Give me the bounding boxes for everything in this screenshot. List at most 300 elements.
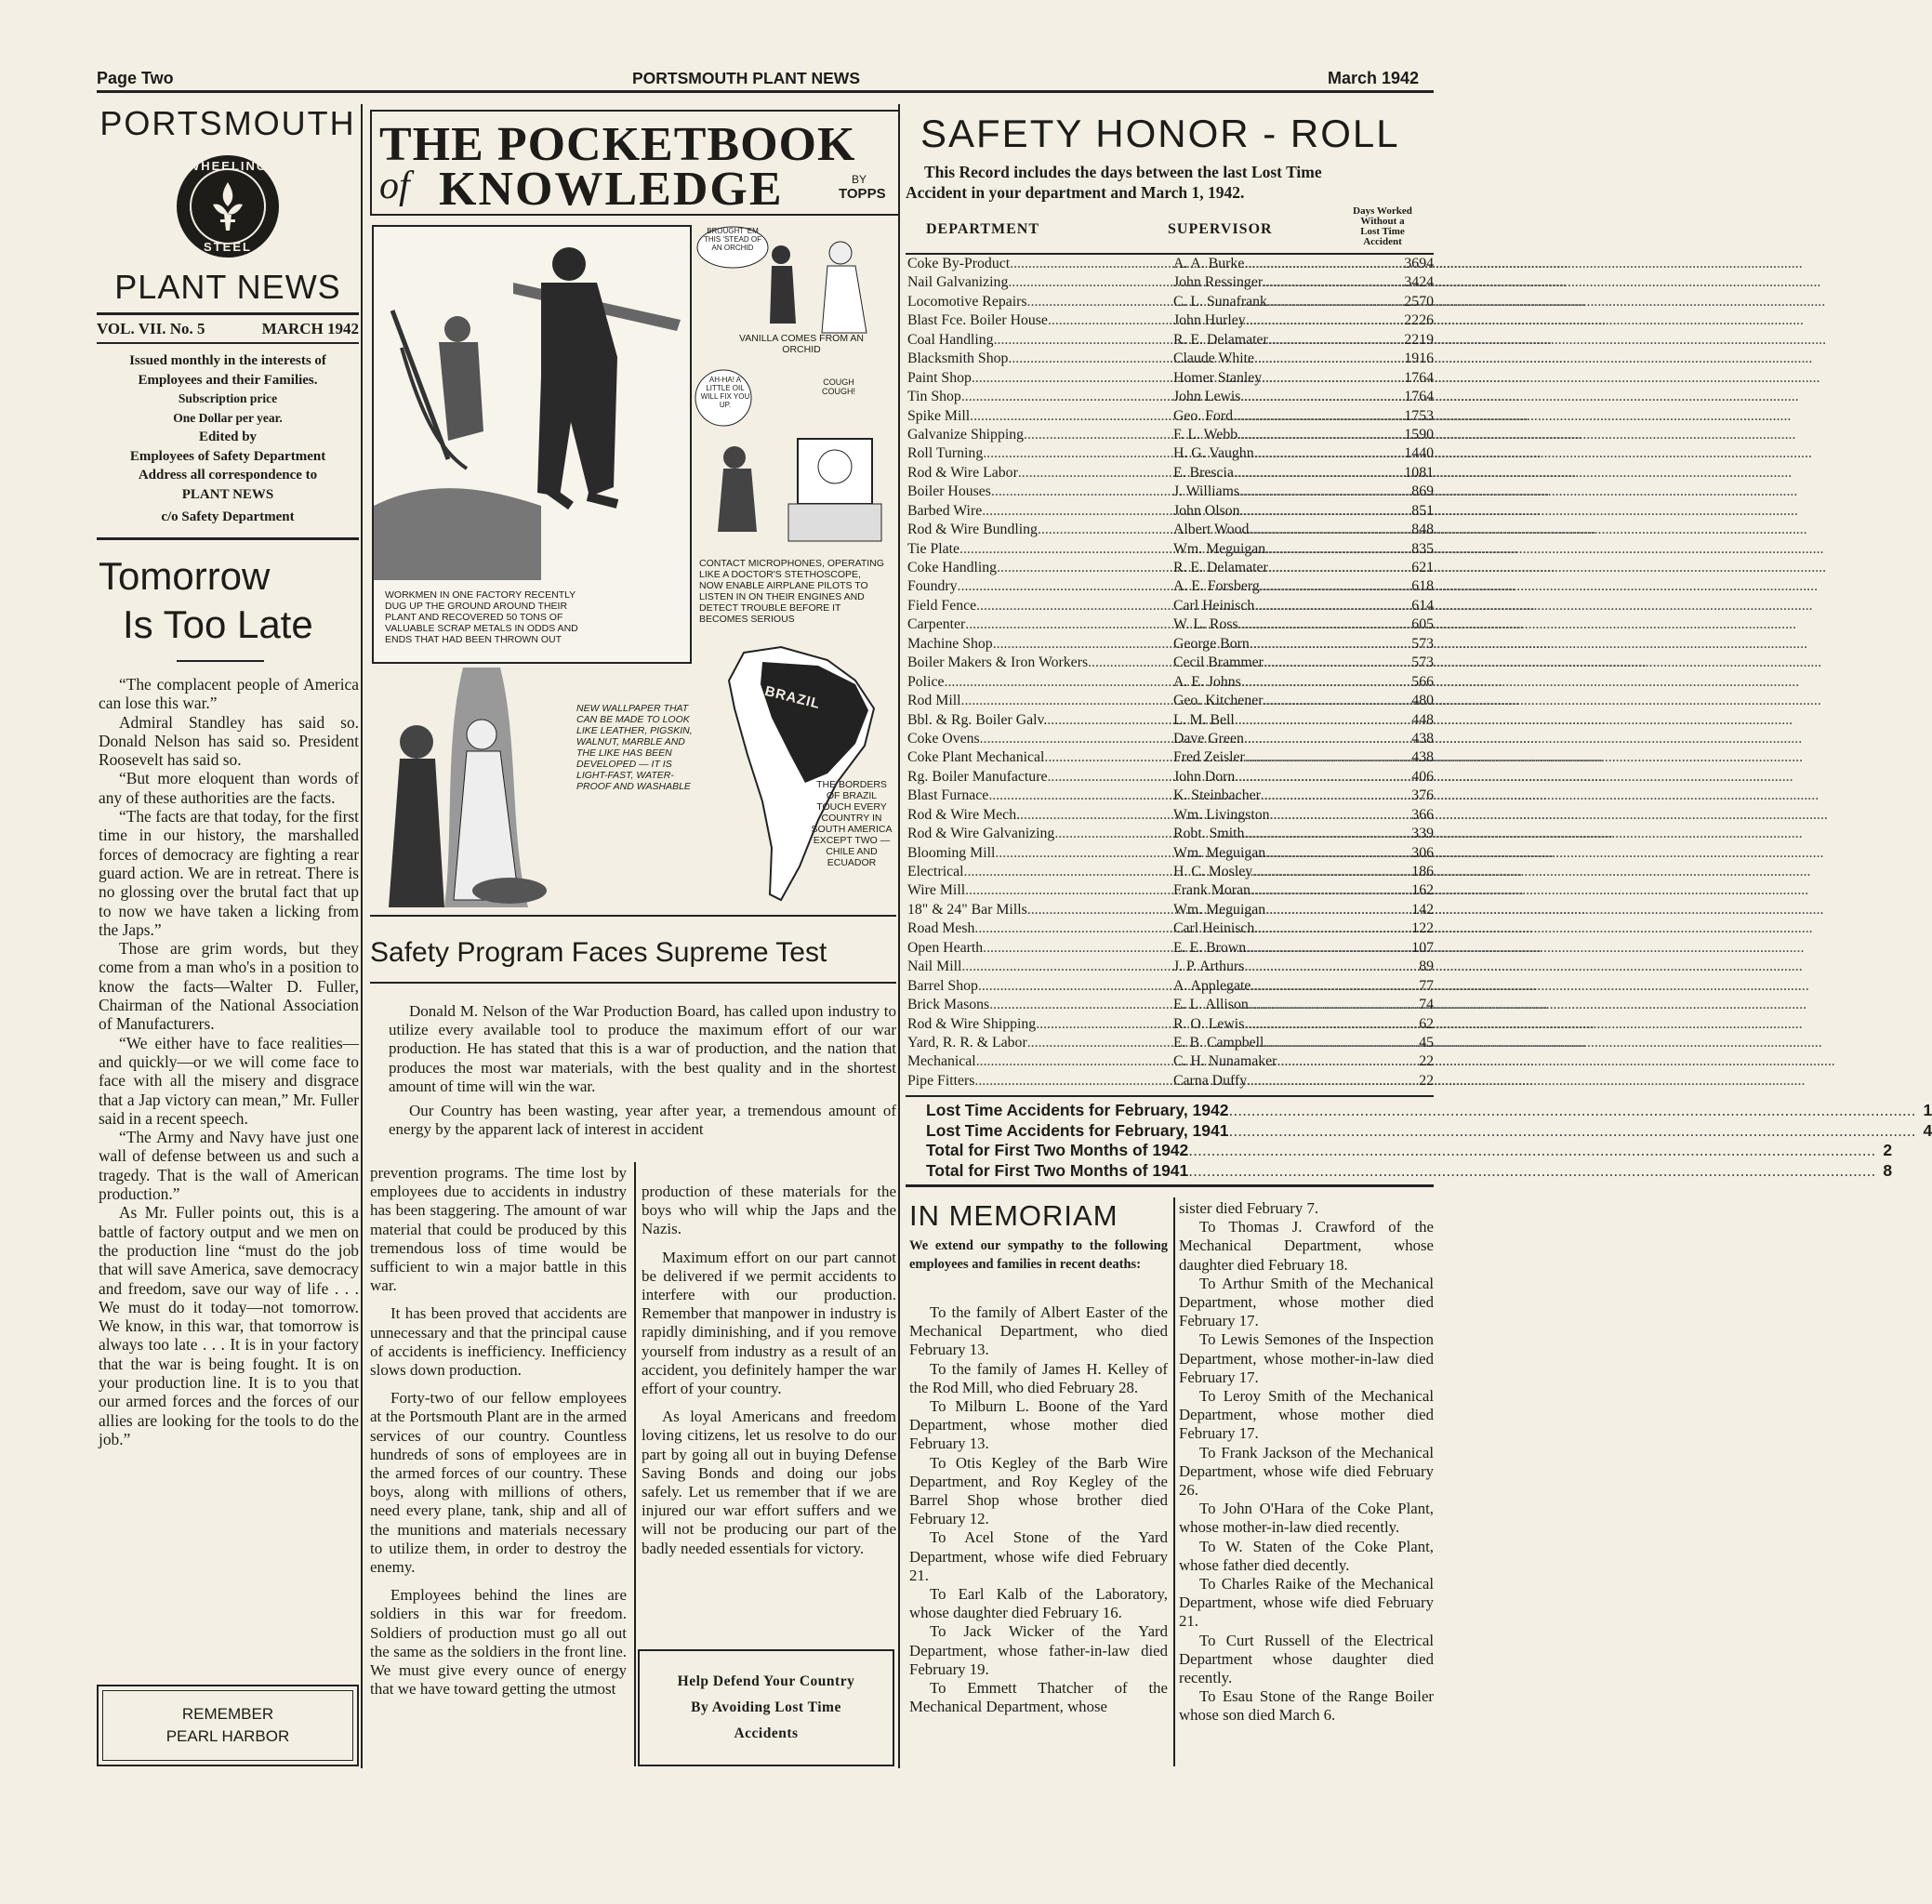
days-worked: 1916 (1404, 350, 1434, 367)
department-name: Brick Masons (907, 997, 990, 1013)
honor-roll-row (907, 293, 1434, 311)
supervisor-name: K. Steinbacher (1173, 787, 1261, 804)
memoriam-column-2 (1179, 1199, 1434, 1726)
total-label: Total for First Two Months of 1941 (926, 1160, 1189, 1180)
department-name: Mechanical (907, 1053, 976, 1070)
pearl-harbor-label: PEARL HARBOR (165, 1727, 290, 1745)
department-name: Coke Ovens (907, 730, 980, 747)
safety-paragraph: As loyal Americans and freedom loving citizens, let us resolve to do our part by going all out in buying Defense Saving Bonds and doing our jobs safely. Let us remember that if we are injured our war effort suffers and we will not be producing our part of the badly needed essentials for victory. (642, 1408, 896, 1557)
days-worked: 605 (1411, 616, 1434, 633)
masthead-rule-top (97, 312, 359, 315)
days-worked: 480 (1411, 693, 1434, 709)
honor-roll-row (907, 331, 1434, 350)
supervisor-name: C. L. Sunafrank (1173, 293, 1267, 310)
days-worked: 848 (1411, 522, 1434, 538)
cough-speech-bubble: COUGH COUGH! (822, 377, 855, 396)
days-header-line: Days Worked (1353, 205, 1412, 217)
department-name: Tin Shop (907, 389, 961, 405)
accident-total-row (926, 1120, 1932, 1142)
department-name: Yard, R. R. & Labor (907, 1034, 1027, 1051)
masthead-rule-bottom (97, 537, 359, 540)
box-line-3: Accidents (734, 1726, 799, 1741)
tomorrow-paragraph: Those are grim words, but they come from a man who's in a position to know the facts—Walter D. Fuller, Chairman of the National Association of Manufacturers. (99, 939, 359, 1034)
masthead-bottom: PLANT NEWS (114, 268, 341, 306)
honor-roll-row (907, 730, 1434, 748)
days-worked: 45 (1419, 1034, 1434, 1051)
workmen-illustration-icon (374, 227, 690, 580)
honor-roll-row (907, 787, 1434, 805)
masthead-info (97, 351, 359, 527)
days-worked: 2219 (1404, 331, 1434, 348)
supervisor-name: Albert Wood (1173, 522, 1250, 538)
department-name: Tie Plate (907, 540, 960, 557)
honor-roll-row (907, 426, 1434, 444)
department-name: Rod & Wire Galvanizing (907, 826, 1055, 842)
days-worked: 438 (1411, 730, 1434, 747)
days-worked: 1440 (1404, 445, 1434, 462)
vanilla-caption: VANILLA COMES FROM AN ORCHID (738, 333, 864, 355)
days-worked: 406 (1411, 768, 1434, 785)
honor-roll-row (907, 881, 1434, 900)
supervisor-name: George Born (1173, 635, 1250, 652)
supervisor-header: SUPERVISOR (1168, 221, 1273, 237)
supervisor-name: A. E. Johns (1173, 673, 1241, 690)
days-worked: 621 (1411, 560, 1434, 575)
honor-roll-row (907, 1034, 1434, 1052)
tomorrow-title-1: Tomorrow (99, 554, 271, 598)
memoriam-entry: To Leroy Smith of the Mechanical Department, whose mother died February 17. (1179, 1387, 1434, 1443)
days-worked: 851 (1411, 502, 1434, 519)
info-line: c/o Safety Department (161, 509, 295, 524)
department-name: Nail Mill (907, 959, 962, 975)
department-name: Blast Fce. Boiler House (907, 312, 1048, 329)
honor-roll-row (907, 692, 1434, 710)
supervisor-name: Frank Moran (1173, 882, 1251, 899)
totals-rule (906, 1095, 1434, 1097)
workmen-caption: WORKMEN IN ONE FACTORY RECENTLY DUG UP THE GROUND AROUND THEIR PLANT AND RECOVERED 50 TONS OF VALUABLE SCRAP METALS IN ODDS AND ENDS THAT HAD BEEN THROWN OUT (385, 589, 578, 645)
memoriam-entry: To Charles Raike of the Mechanical Department, whose wife died February 21. (1179, 1575, 1434, 1631)
info-line: Employees of Safety Department (129, 448, 326, 464)
memoriam-entry: To John O'Hara of the Coke Plant, whose mother-in-law died recently. (1179, 1500, 1434, 1537)
honor-roll-row (907, 483, 1434, 501)
department-name: Coal Handling (907, 331, 994, 348)
department-name: Spike Mill (907, 407, 971, 424)
days-worked: 339 (1411, 826, 1434, 842)
days-header-line: Lost Time (1360, 226, 1405, 237)
supervisor-name: Wm. Meguigan (1173, 901, 1266, 918)
supervisor-name: Dave Green (1173, 730, 1244, 747)
department-name: Open Hearth (907, 939, 984, 956)
tomorrow-title-2: Is Too Late (123, 602, 313, 646)
box-line-2: By Avoiding Lost Time (691, 1699, 841, 1715)
honor-roll-row (907, 521, 1434, 539)
honor-roll-row (907, 825, 1434, 843)
supervisor-name: Carl Heinisch (1173, 920, 1255, 937)
oil-speech-bubble: AH-HA! A LITTLE OIL WILL FIX YOU UP. (700, 376, 750, 409)
days-header-line: Accident (1363, 236, 1402, 247)
volume-number: VOL. VII. No. 5 (97, 320, 205, 337)
box-line-1: Help Defend Your Country (677, 1673, 855, 1689)
orchid-speech-bubble: BROUGHT 'EM THIS 'STEAD OF AN ORCHID (704, 227, 761, 252)
supervisor-name: Fred Zeisler (1173, 749, 1245, 766)
microphone-caption: CONTACT MICROPHONES, OPERATING LIKE A DOCTOR'S STETHOSCOPE, NOW ENABLE AIRPLANE PILOTS TO LISTEN IN ON THEIR ENGINES AND DETECT TROUBLE BEFORE IT BECOMES SERIOUS (699, 558, 884, 625)
safety-paragraph: Forty-two of our fellow employees at the Portsmouth Plant are in the armed services of our country. Countless hundreds of sons of employees are in the armed forces of our country. These boys, along with millions of others, need every plane, tank, ship and all of the munitions and materials necessary to utilize them, in order to destroy the enemy. (370, 1389, 627, 1577)
accident-totals (926, 1101, 1932, 1181)
supervisor-name: H. G. Vaughn (1173, 445, 1254, 462)
workmen-panel (372, 225, 692, 664)
department-name: Foundry (907, 578, 958, 595)
tomorrow-article (99, 675, 359, 1448)
honor-roll-table (907, 255, 1434, 1091)
pearl-harbor-box (97, 1685, 359, 1766)
memoriam-entry: To W. Staten of the Coke Plant, whose father died decently. (1179, 1537, 1434, 1574)
accident-total-row (926, 1101, 1932, 1121)
safety-paragraph: Maximum effort on our part cannot be delivered if we permit accidents to interfere with our production. Remember that manpower in industry is rapidly diminishing, and if you remove yourself from industry as a result of an accident, you definitely hamper the war effort of your country. (642, 1248, 896, 1398)
safety-paragraph: It has been proved that accidents are unnecessary and that the principal cause of accidents is inefficiency. Inefficiency slows down production. (370, 1304, 627, 1380)
memoriam-entry: To Thomas J. Crawford of the Mechanical Department, whose daughter died February 18. (1179, 1218, 1434, 1274)
honor-roll-row (907, 863, 1434, 881)
safety-title-rule (370, 982, 896, 984)
supervisor-name: Geo. Ford (1173, 407, 1234, 424)
department-name: Coke Plant Mechanical (907, 749, 1045, 766)
honor-roll-row (907, 464, 1434, 483)
days-worked: 2570 (1404, 293, 1434, 310)
supervisor-name: A. E. Forsberg (1173, 578, 1260, 595)
safety-program-column-2 (642, 1183, 896, 1558)
days-worked: 618 (1411, 578, 1434, 595)
days-worked: 186 (1411, 864, 1434, 879)
honor-roll-row (907, 559, 1434, 577)
logo-bottom-text: STEEL (204, 240, 252, 254)
days-worked: 366 (1411, 806, 1434, 823)
days-worked: 3424 (1404, 274, 1434, 291)
supervisor-name: John Olson (1173, 502, 1240, 519)
column-divider-1 (361, 104, 363, 1768)
pocketbook-title: THE POCKETBOOK (379, 118, 856, 171)
department-name: Blacksmith Shop (907, 350, 1009, 367)
honor-roll-row (907, 654, 1434, 672)
memoriam-column-1 (909, 1303, 1168, 1716)
supervisor-name: Carl Heinisch (1173, 597, 1255, 614)
memoriam-entry: sister died February 7. (1179, 1199, 1319, 1217)
remember-label: REMEMBER (181, 1705, 274, 1723)
memoriam-entry: To the family of Albert Easter of the Mechanical Department, who died February 13. (909, 1303, 1168, 1359)
department-name: Rod & Wire Mech. (907, 806, 1021, 823)
intro-line-1: This Record includes the days between the last Lost Time (924, 163, 1322, 181)
days-header-line: Without a (1360, 216, 1405, 227)
department-name: Machine Shop (907, 635, 993, 652)
honor-roll-row (907, 577, 1434, 596)
days-worked: 142 (1411, 901, 1434, 918)
supervisor-name: Geo. Kitchener (1173, 693, 1264, 709)
info-line: Employees and their Families. (138, 372, 318, 388)
honor-roll-row (907, 502, 1434, 521)
total-value: 2 (1883, 1141, 1893, 1159)
honor-roll-row (907, 635, 1434, 654)
days-worked: 573 (1411, 654, 1434, 671)
vanilla-panel (695, 221, 891, 361)
intro-line-2: Accident in your department and March 1, 1942. (906, 183, 1245, 202)
topps-label: TOPPS (839, 186, 886, 202)
info-line: Edited by (198, 430, 258, 444)
supervisor-name: J. P. Arthurs (1173, 959, 1245, 975)
total-value: 1 (1923, 1101, 1932, 1119)
tomorrow-paragraph: “But more eloquent than words of any of these authorities are the facts. (99, 769, 359, 807)
info-line: One Dollar per year. (173, 410, 283, 425)
honor-roll-row (907, 939, 1434, 958)
honor-roll-row (907, 615, 1434, 634)
department-name: Bbl. & Rg. Boiler Galv. (907, 711, 1048, 728)
honor-roll-row (907, 369, 1434, 388)
department-name: Blooming Mill (907, 844, 996, 861)
memoriam-entry: To Esau Stone of the Range Boiler whose son died March 6. (1179, 1687, 1434, 1725)
supervisor-name: A. Applegate (1173, 977, 1251, 994)
honor-roll-row (907, 919, 1434, 938)
supervisor-name: John Dorn (1173, 768, 1236, 785)
page-number: Page Two (97, 69, 174, 87)
supervisor-name: R. E. Delamater (1173, 560, 1268, 575)
masthead-rule-mid (97, 342, 359, 344)
volume-line (97, 320, 359, 338)
supervisor-name: R. O. Lewis (1173, 1015, 1245, 1032)
department-name: Barrel Shop (907, 977, 978, 994)
honor-roll-row (907, 958, 1434, 976)
days-worked: 1081 (1404, 464, 1434, 481)
supervisor-name: Claude White (1173, 350, 1255, 367)
department-name: Roll Turning (907, 445, 984, 462)
honor-roll-row (907, 768, 1434, 787)
supervisor-name: Cecil Brammer (1173, 654, 1264, 671)
memoriam-entry: To Frank Jackson of the Mechanical Department, whose wife died February 26. (1179, 1443, 1434, 1500)
title-underline (177, 660, 264, 662)
memoriam-entry: To the family of James H. Kelley of the Rod Mill, who died February 28. (909, 1359, 1168, 1396)
department-name: Galvanize Shipping (907, 426, 1025, 443)
wallpaper-panel (370, 668, 705, 907)
honor-roll-row (907, 540, 1434, 559)
pocketbook-knowledge: KNOWLEDGE (439, 163, 784, 216)
days-worked: 306 (1411, 844, 1434, 861)
supervisor-name: J. Williams (1173, 483, 1240, 500)
tomorrow-paragraph: Admiral Standley has said so. Donald Nelson has said so. President Roosevelt has said so. (99, 712, 359, 770)
days-worked: 77 (1419, 977, 1434, 994)
safety-program-column-1 (370, 1164, 627, 1699)
by-label: BY (852, 173, 867, 186)
honor-roll-row (907, 1015, 1434, 1034)
department-name: Paint Shop (907, 369, 972, 386)
microphone-panel (695, 364, 891, 625)
department-name: Rod & Wire Labor (907, 464, 1018, 481)
department-name: Locomotive Repairs (907, 293, 1027, 310)
info-line: PLANT NEWS (181, 486, 274, 502)
days-worked: 869 (1411, 483, 1434, 500)
department-name: Rod & Wire Shipping (907, 1015, 1037, 1032)
memoriam-intro: We extend our sympathy to the following employees and families in recent deaths: (909, 1238, 1168, 1272)
supervisor-name: John Lewis (1173, 389, 1241, 405)
running-date: March 1942 (1328, 69, 1420, 87)
days-worked: 566 (1411, 673, 1434, 690)
supervisor-name: W. L. Ross (1173, 616, 1238, 633)
supervisor-name: F. L. Webb (1173, 426, 1238, 443)
days-worked: 1764 (1404, 369, 1434, 386)
department-name: Road Mesh (907, 920, 975, 937)
brazil-panel (716, 643, 896, 904)
pocketbook-header (370, 110, 900, 216)
department-name: Carpenter (907, 616, 966, 633)
supervisor-name: Homer Stanley (1173, 369, 1263, 386)
logo-top-text: WHEELING (187, 159, 269, 173)
supervisor-name: Robt. Smith (1173, 826, 1245, 842)
days-worked: 107 (1411, 939, 1434, 956)
honor-bottom-rule (906, 1184, 1434, 1187)
supervisor-name: E. E. Brown (1173, 939, 1247, 956)
department-name: Coke By-Product (907, 256, 1011, 271)
column-divider-2 (898, 104, 900, 1768)
department-name: Police (907, 673, 945, 690)
days-worked: 614 (1411, 597, 1434, 614)
honor-roll-row (907, 977, 1434, 996)
days-worked-header (1331, 206, 1434, 247)
honor-roll-row (907, 350, 1434, 368)
honor-roll-row (907, 711, 1434, 730)
running-title: PORTSMOUTH PLANT NEWS (632, 69, 860, 87)
issue-date: MARCH 1942 (261, 320, 359, 337)
department-name: Nail Galvanizing (907, 274, 1009, 291)
days-worked: 1764 (1404, 389, 1434, 405)
total-value: 4 (1923, 1120, 1932, 1140)
total-label: Lost Time Accidents for February, 1942 (926, 1101, 1229, 1119)
supervisor-name: Wm. Meguigan (1173, 844, 1266, 861)
memoriam-entry: To Otis Kegley of the Barb Wire Department, and Roy Kegley of the Barrel Shop whose brother died February 12. (909, 1453, 1168, 1528)
honor-roll-row (907, 1052, 1434, 1071)
info-line: Issued monthly in the interests of (129, 353, 326, 368)
info-line: Subscription price (178, 391, 278, 405)
days-worked: 74 (1419, 997, 1434, 1013)
wheeling-steel-logo (174, 152, 282, 260)
days-worked: 3694 (1404, 256, 1434, 271)
header-rule (97, 90, 1434, 93)
honor-roll-row (907, 1072, 1434, 1091)
supervisor-name: L. M. Bell (1173, 711, 1235, 728)
supervisor-name: Wm. Meguigan (1173, 540, 1266, 557)
honor-roll-row (907, 407, 1434, 426)
memoriam-entry: To Curt Russell of the Electrical Department whose daughter died recently. (1179, 1631, 1434, 1687)
honor-roll-row (907, 806, 1434, 825)
brazil-label: BRAZIL (762, 682, 823, 713)
tomorrow-paragraph: “The Army and Navy have just one wall of defense between us and such a tragedy. That is the wall of American production.” (99, 1128, 359, 1204)
department-name: Rod & Wire Bundling (907, 522, 1038, 538)
days-worked: 438 (1411, 749, 1434, 766)
pocketbook-of: of (379, 165, 410, 207)
safety-inner-divider (634, 1162, 636, 1766)
safety-paragraph: production of these materials for the boys who will whip the Japs and the Nazis. (642, 1183, 896, 1238)
honor-roll-row (907, 388, 1434, 406)
honor-roll-row (907, 311, 1434, 330)
honor-roll-row (907, 673, 1434, 692)
supervisor-name: A. A. Burke (1173, 256, 1245, 271)
days-worked: 1753 (1404, 407, 1434, 424)
wallpaper-caption: NEW WALLPAPER THAT CAN BE MADE TO LOOK LIKE LEATHER, PIGSKIN, WALNUT, MARBLE AND THE LIKE HAS BEEN DEVELOPED — IT IS LIGHT-FAST, WATER-PROOF AND WASHABLE (576, 703, 693, 792)
honor-roll-row (907, 255, 1434, 273)
pocketbook-bottom-rule (370, 915, 896, 917)
accident-total-row (926, 1160, 1893, 1182)
days-worked: 62 (1419, 1015, 1434, 1032)
memoriam-entry: To Emmett Thatcher of the Mechanical Department, whose (909, 1679, 1168, 1716)
supervisor-name: John Hurley (1173, 312, 1246, 329)
supervisor-name: E. Brescia (1173, 464, 1234, 481)
department-name: Boiler Makers & Iron Workers (907, 654, 1089, 671)
department-name: Boiler Houses (907, 483, 991, 500)
memoriam-entry: To Lewis Semones of the Inspection Department, whose mother-in-law died February 17. (1179, 1330, 1434, 1386)
memoriam-entry: To Acel Stone of the Yard Department, whose wife died February 21. (909, 1528, 1168, 1584)
avoid-accidents-box (638, 1649, 894, 1766)
days-worked: 448 (1411, 711, 1434, 728)
department-name: Barbed Wire (907, 502, 983, 519)
tomorrow-paragraph: As Mr. Fuller points out, this is a battle of factory output and we men on the production line “must do the job that will save America, save democracy and freedom, save our way of life . . . We must do it today—not tomorrow. We know, in this war, that tomorrow is always too late . . . It is in your factory that the war is being fought. It is on your production line. It is to you that our armed forces and the forces of our allies are looking for the tools to do the job.” (99, 1203, 359, 1448)
supervisor-name: Wm. Livingston (1173, 806, 1270, 823)
supervisor-name: E. B. Campbell (1173, 1034, 1264, 1051)
safety-paragraph: prevention programs. The time lost by employees due to accidents in industry has been staggering. The amount of war material that could be produced by this tremendous loss of time would be sufficient to win a major battle in this war. (370, 1164, 627, 1295)
accident-total-row (926, 1141, 1893, 1161)
honor-roll-row (907, 597, 1434, 615)
honor-roll-row (907, 273, 1434, 292)
supervisor-name: H. C. Mosley (1173, 864, 1253, 879)
brazil-caption: THE BORDERS OF BRAZIL TOUCH EVERY COUNTRY IN SOUTH AMERICA EXCEPT TWO — CHILE AND ECUADOR (811, 779, 893, 868)
department-name: Electrical (907, 864, 964, 879)
days-worked: 122 (1411, 920, 1434, 937)
department-name: Pipe Fitters (907, 1072, 975, 1089)
honor-roll-row (907, 844, 1434, 863)
total-label: Total for First Two Months of 1942 (926, 1141, 1189, 1159)
honor-roll-row (907, 444, 1434, 463)
department-header: DEPARTMENT (926, 221, 1040, 237)
supervisor-name: C. H. Nunamaker (1173, 1053, 1277, 1070)
memoriam-entry: To Milburn L. Boone of the Yard Department, whose mother died February 13. (909, 1397, 1168, 1453)
memoriam-entry: To Jack Wicker of the Yard Department, whose father-in-law died February 19. (909, 1622, 1168, 1678)
department-name: Wire Mill (907, 882, 966, 899)
memoriam-entry: To Arthur Smith of the Mechanical Department, whose mother died February 17. (1179, 1274, 1434, 1330)
days-worked: 2226 (1404, 312, 1434, 329)
total-label: Lost Time Accidents for February, 1941 (926, 1120, 1229, 1140)
days-worked: 162 (1411, 882, 1434, 899)
supervisor-name: John Ressinger (1173, 274, 1264, 291)
safety-program-title: Safety Program Faces Supreme Test (370, 937, 827, 968)
department-name: Rod Mill (907, 693, 961, 709)
days-worked: 835 (1411, 540, 1434, 557)
days-worked: 1590 (1404, 426, 1434, 443)
tomorrow-paragraph: “We either have to face realities—and quickly—or we will come face to face with all the misery and disgrace that a Jap victory can mean,” Mr. Fuller said in a recent speech. (99, 1033, 359, 1128)
supervisor-name: Carna Duffy (1173, 1072, 1248, 1089)
info-line: Address all correspondence to (138, 468, 318, 483)
department-name: 18" & 24" Bar Mills (907, 901, 1027, 918)
safety-lead-paragraph: Donald M. Nelson of the War Production Board, has called upon industry to utilize every available tool to produce the maximum effort of our war production. He has stated that this is a war of production, and the nation that produces the most war materials, with the best quality and in the shortest amount of time will win the war. (389, 1002, 896, 1095)
masthead-top: PORTSMOUTH (99, 104, 356, 142)
supervisor-name: R. E. Delamater (1173, 331, 1268, 348)
safety-lead-paragraph: Our Country has been wasting, year after year, a tremendous amount of energy by the apparent lack of interest in accident (389, 1102, 896, 1139)
department-name: Blast Furnace (907, 787, 989, 804)
safety-paragraph: Employees behind the lines are soldiers in this war for freedom. Soldiers of production must go all out the same as the soldiers in the front line. We must give every ounce of energy that we have toward getting the utmost (370, 1586, 627, 1699)
days-worked: 376 (1411, 787, 1434, 804)
honor-roll-row (907, 996, 1434, 1014)
total-value: 8 (1883, 1160, 1893, 1180)
days-worked: 22 (1419, 1072, 1434, 1089)
supervisor-name: E. L. Allison (1173, 997, 1249, 1013)
tomorrow-paragraph: “The facts are that today, for the first time in our history, the marshalled forces of democracy are fighting a rear guard action. We are in retreat. There is no glossing over the brutal fact that up to now we have taken a licking from the Japs.” (99, 807, 359, 939)
masthead (97, 104, 359, 307)
days-worked: 22 (1419, 1053, 1434, 1070)
honor-roll-title: SAFETY HONOR - ROLL (920, 112, 1400, 155)
honor-roll-row (907, 748, 1434, 767)
department-name: Field Fence (907, 597, 977, 614)
